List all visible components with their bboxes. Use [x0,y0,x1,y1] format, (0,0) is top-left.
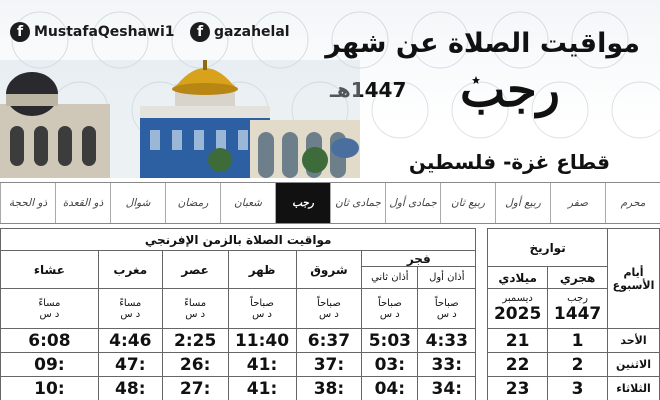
month-tab[interactable]: شعبان [220,183,275,223]
fajr-header: فجر [362,251,476,267]
dates-header: تواريخ [488,229,608,267]
month-tab[interactable]: شوال [110,183,165,223]
unit-cell: مساءً د س [1,289,99,329]
unit-cell: مساءً د س [98,289,162,329]
unit-cell: مساءً د س [162,289,228,329]
region-label: قطاع غزة- فلسطين [408,150,610,174]
social-handle-text: gazahelal [214,24,290,40]
month-tab[interactable]: صفر [550,183,605,223]
unit-cell: صباحاً د س [362,289,418,329]
social-handle-text: MustafaQeshawi1 [34,24,175,40]
gregorian-month-year: ديسمبر 2025 [488,289,548,329]
page-title: مواقيت الصلاة عن شهر [325,28,640,59]
month-tab[interactable]: جمادى أول [385,183,440,223]
social-handle-1[interactable] [10,22,175,42]
asr-header: عصر [162,251,228,289]
month-tab[interactable]: رمضان [165,183,220,223]
gregorian-label: ميلادي [488,267,548,289]
month-name-calligraphy: رجب [460,62,560,118]
month-tab[interactable]: جمادى ثان [330,183,385,223]
month-strip [0,182,660,224]
month-tab-active[interactable]: رجب [275,183,330,223]
facebook-icon: f [190,22,210,42]
prayer-times-header: مواقيت الصلاة بالزمن الإفرنجي [1,229,476,251]
month-tab[interactable]: محرم [605,183,660,223]
fajr-first-label: أذان أول [418,267,476,289]
dhuhr-header: ظهر [228,251,296,289]
month-tab[interactable]: ربيع ثان [440,183,495,223]
dome-of-the-rock-image [0,60,360,178]
prayer-times-table [0,228,660,400]
table-row: الاثنين 2 22 :33 :03 :37 :41 :26 :47 :09 [1,353,660,377]
month-tab[interactable]: ذو القعدة [55,183,110,223]
unit-cell: صباحاً د س [296,289,362,329]
fajr-second-label: أذان ثاني [362,267,418,289]
isha-header: عشاء [1,251,99,289]
table-row: الثلاثاء 3 23 :34 :04 :38 :41 :27 :48 :10 [1,377,660,400]
maghrib-header: مغرب [98,251,162,289]
table-row: الأحد 1 21 4:33 5:03 6:37 11:40 2:25 4:46 6:08 [1,329,660,353]
hijri-label: هجري [548,267,608,289]
unit-cell: صباحاً د س [418,289,476,329]
hijri-year: 1447هـ [330,78,407,102]
unit-cell: صباحاً د س [228,289,296,329]
facebook-icon: f [10,22,30,42]
days-header: أيام الأسبوع [608,229,660,329]
shurouq-header: شروق [296,251,362,289]
header [0,0,660,178]
month-tab[interactable]: ربيع أول [495,183,550,223]
hijri-month-year: رجب 1447 [548,289,608,329]
month-tab[interactable]: ذو الحجة [0,183,55,223]
social-handle-2[interactable] [190,22,290,42]
